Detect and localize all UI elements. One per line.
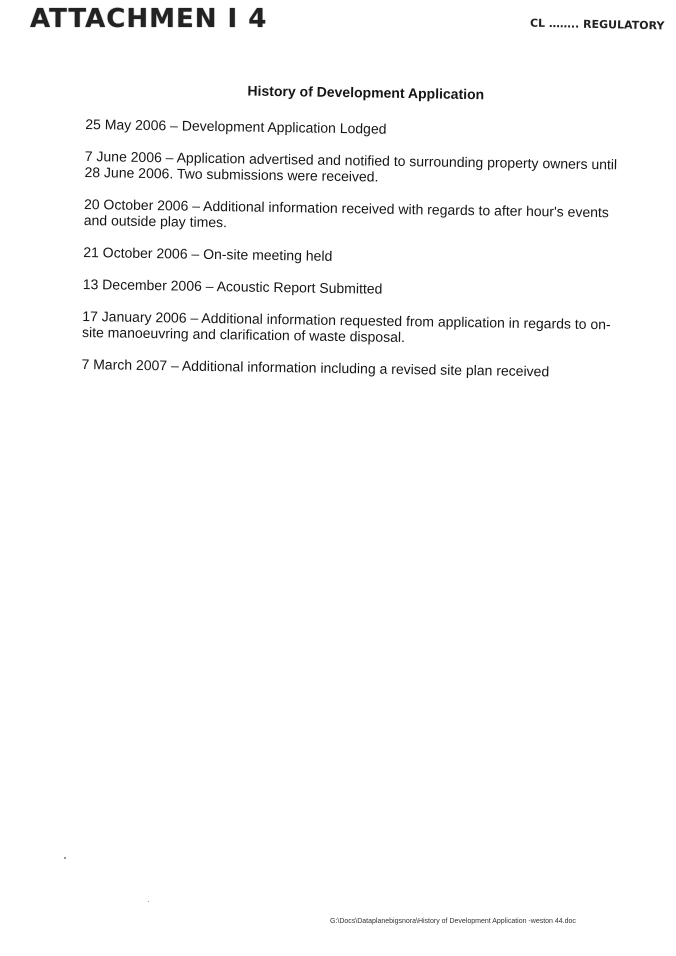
history-entry-4: 21 October 2006 – On-site meeting held: [83, 243, 333, 264]
history-entry-2: 7 June 2006 – Application advertised and notified to surrounding property owners until 28 June 2006. Two submissions were received.: [84, 147, 618, 185]
section-tag: CL …….. REGULATORY: [529, 16, 665, 33]
attachment-label: ATTACHMEN I 4: [30, 4, 268, 34]
history-entry-3: 20 October 2006 – Additional information received with regards to after hour's events and outside play times.: [83, 195, 609, 231]
document-title: History of Development Application: [247, 82, 485, 103]
scan-speck: [64, 857, 66, 859]
history-entry-7: 7 March 2007 – Additional information including a revised site plan received: [81, 355, 550, 380]
history-entry-6: 17 January 2006 – Additional information requested from application in regards to on-site manoeuvring and clarification of waste disposal.: [81, 307, 611, 346]
document-body: [81, 80, 626, 396]
history-entry-5: 13 December 2006 – Acoustic Report Submitted: [82, 275, 383, 297]
scan-speck: [148, 901, 149, 902]
history-entry-1: 25 May 2006 – Development Application Lodged: [85, 115, 387, 137]
footer-file-path: G:\Docs\Dataplanebigsnora\History of Development Application -weston 44.doc: [330, 918, 576, 925]
